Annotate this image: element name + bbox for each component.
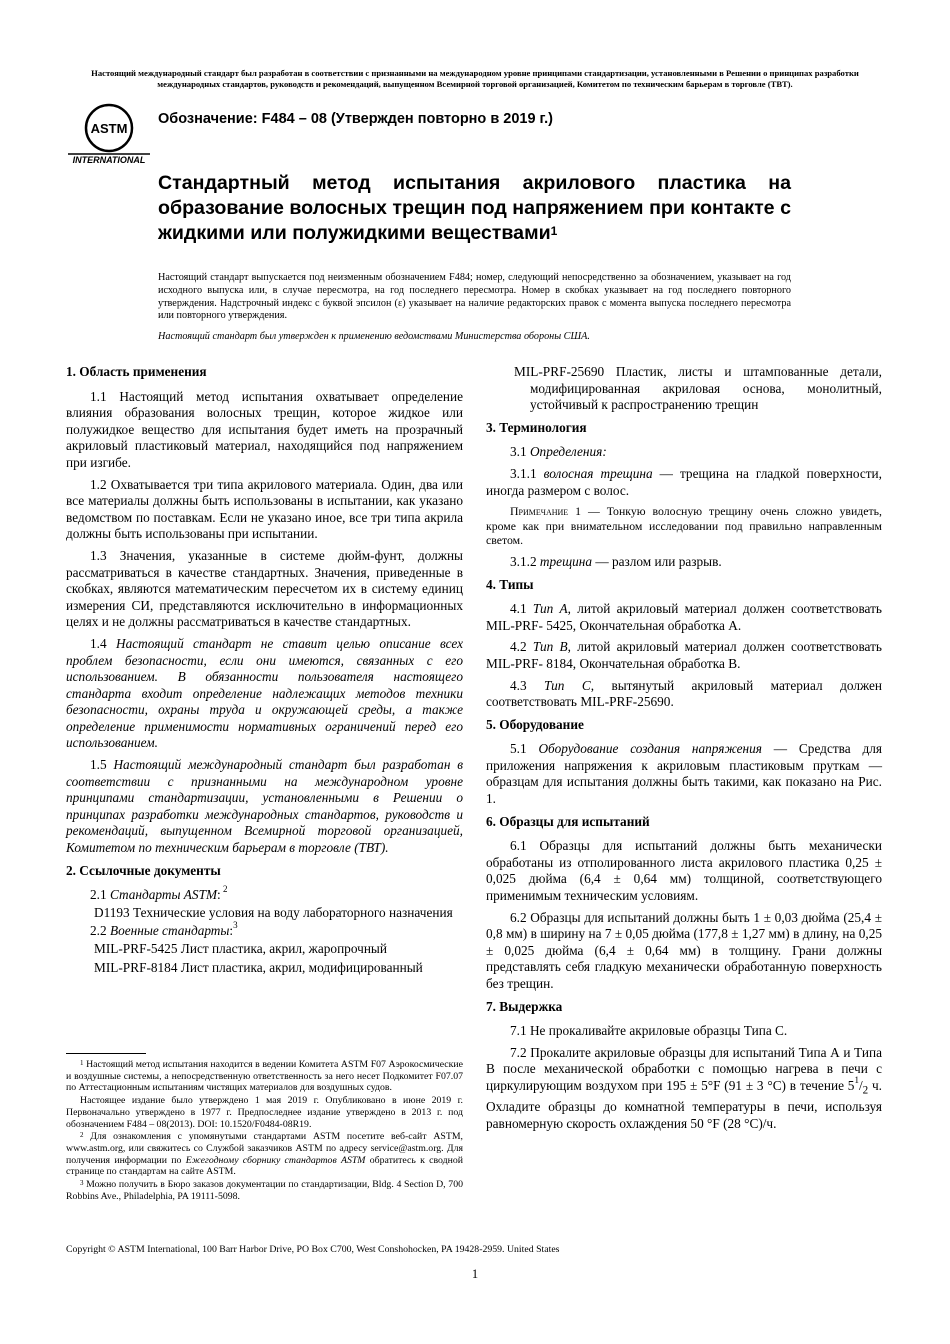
para-7-2-text-a: 7.2 Прокалите акриловые образцы для испытаний Типа А и Типа В после механической обработки с помощью нагрева в печи с циркулирующим воздухом при 195 ± 5°F (91 ± 3 °C) в течение 5 bbox=[486, 1044, 882, 1093]
fraction-slash: / bbox=[858, 1077, 863, 1093]
para-1-3: 1.3 Значения, указанные в системе дюйм-фунт, должны рассматриваться в качестве стандартных. Значения, приведенные в скобках, являются математическим пересчетом их в систему единиц измерения СИ, представляются исключительно в информационных целях и не должны рассматриваться в качестве стандартных. bbox=[66, 547, 463, 630]
para-4-2 bbox=[486, 639, 882, 672]
para-4-3 bbox=[486, 678, 882, 711]
para-1-4-num: 1.4 bbox=[90, 635, 116, 651]
section-5-heading: 5. Оборудование bbox=[486, 716, 584, 732]
right-column bbox=[486, 364, 882, 1137]
left-column bbox=[66, 364, 463, 978]
para-1-5-text: Настоящий международный стандарт был разработан в соответствии с признанными на международном уровне принципами стандартизации, установленными в Решении о принципах разработки международных стандартов, руководств и рекомендаций, выпущенном Всемирной торговой организацией, Комитетом по техническим барьерам в торговле (ТВТ). bbox=[66, 757, 463, 856]
para-6-1: 6.1 Образцы для испытаний должны быть механически обработаны из отполированного листа акрилового пластика 0,25 ± 0,025 дюйма (6,4 ± 0,64 мм) толщиной, соответствующего применимым техническим условиям. bbox=[486, 838, 882, 904]
para-2-1-label: Стандарты ASTM bbox=[109, 887, 218, 903]
page-number: 1 bbox=[471, 1267, 479, 1281]
para-6-2: 6.2 Образцы для испытаний должны быть 1 ± 0,03 дюйма (25,4 ± 0,8 мм) в ширину на 7 ± 0,05 дюйма (177,8 ± 1,27 мм) в длину, на 0,25 ± 0,025 дюйма (6,4 ± 0,64 мм) в толщину. Грани должны представлять себя гладкую механически обработанную поверхность без трещин. bbox=[486, 909, 882, 991]
fraction-numerator: 1 bbox=[854, 1074, 859, 1085]
para-2-1 bbox=[90, 884, 463, 904]
para-4-1-text: , литой акриловый материал должен соответствовать MIL-PRF- 5425, Окончательная обработка А. bbox=[486, 601, 882, 633]
header-notice: Настоящий международный стандарт был разработан в соответствии с признанными на международном уровне принципами стандартизации, установленными в Решении о принципах разработки международных стандартов, руководств и рекомендаций, выпущенном Всемирной торговой организацией, Комитетом по техническим барьерам в торговле (ТВТ). bbox=[91, 68, 859, 89]
para-3-1 bbox=[486, 444, 882, 461]
title-footnote-mark: 1 bbox=[550, 224, 558, 238]
para-1-4 bbox=[66, 636, 463, 752]
type-b-term: Тип B bbox=[532, 639, 568, 655]
term-crack: трещина bbox=[539, 553, 593, 569]
footnote-2 bbox=[66, 1131, 463, 1178]
para-4-3-text: , вытянутый акриловый материал должен соответствовать MIL-PRF-25690. bbox=[486, 677, 882, 710]
para-4-2-num: 4.2 bbox=[510, 639, 533, 655]
logo-letters: ASTM bbox=[90, 121, 128, 136]
para-5-1-text: — Средства для приложения напряжения к акриловым пластиковым пруткам — образцам для испытания должны быть такими, как показано на Рис. 1. bbox=[486, 741, 882, 807]
section-1-heading: 1. Область применения bbox=[66, 364, 207, 379]
para-2-1-colon: : bbox=[217, 887, 221, 903]
section-2-heading: 2. Ссылочные документы bbox=[66, 862, 221, 878]
intro bbox=[158, 272, 791, 344]
footnote-3 bbox=[66, 1179, 463, 1202]
para-3-1-2 bbox=[486, 554, 882, 571]
ref-mil-5425: MIL-PRF-5425 Лист пластика, акрил, жаропрочный bbox=[94, 941, 387, 956]
stressing-fixture-term: Оборудование создания напряжения bbox=[538, 741, 762, 757]
para-5-1 bbox=[486, 741, 882, 807]
intro-approved: Настоящий стандарт был утвержден к применению ведомствами Министерства обороны США. bbox=[158, 331, 590, 343]
logo-international: INTERNATIONAL bbox=[72, 155, 146, 165]
para-1-4-text: Настоящий стандарт не ставит целью описание всех проблем безопасности, если они имеются, связанных с его использованием. В обязанности пользователя настоящего стандарта входит определение надлежащих методов техники безопасности, охраны труда и окружающей среды, а также определение применимости нормативных ограничений перед его использованием. bbox=[66, 635, 463, 751]
para-3-1-1-num: 3.1.1 bbox=[510, 465, 544, 481]
footnote-2-italic: Ежегодному сборнику стандартов ASTM bbox=[185, 1154, 366, 1166]
type-c-term: Тип C bbox=[544, 677, 591, 693]
para-3-1-2-text: — разлом или разрыв. bbox=[592, 553, 722, 569]
fraction-denominator: 2 bbox=[862, 1084, 869, 1097]
para-1-2: 1.2 Охватывается три типа акрилового материала. Один, два или все материалы должны быть использованы в испытании, как указано ведомством по поставкам. Если не указано иное, все три типа акрила должны быть использованы при испытании. bbox=[66, 476, 463, 542]
para-4-2-text: , литой акриловый материал должен соответствовать MIL-PRF- 8184, Окончательная обработка B. bbox=[486, 639, 882, 671]
footnote-3-text: Можно получить в Бюро заказов документации по стандартизации, Bldg. 4 Section D, 700 Robbins Ave., Philadelphia, PA 19111-5098. bbox=[66, 1179, 463, 1202]
para-1-5 bbox=[66, 757, 463, 857]
type-a-term: Тип A bbox=[532, 601, 568, 617]
term-crazing: волосная трещина bbox=[543, 465, 653, 481]
footnote-1-text: Настоящий метод испытания находится в ведении Комитета ASTM F07 Аэрокосмические и воздушные системы, а непосредственную ответственность за него несет Подкомитет F07.07 по Аттестационным испытаниям чистящих материалов для воздушных судов. bbox=[66, 1059, 463, 1094]
para-2-2-label: Военные стандарты bbox=[109, 923, 230, 939]
para-7-2-text-b: ч. Охладите образцы до комнатной температуры в печи, используя равномерную скорость охлаждения 50 °F (28 °C)/ч. bbox=[486, 1077, 883, 1131]
para-1-5-num: 1.5 bbox=[90, 757, 114, 773]
note-1-label: Примечание 1 bbox=[510, 504, 582, 519]
note-1-text: — Тонкую волосную трещину очень сложно увидеть, кроме как при внимательном исследовании под правильно направленным светом. bbox=[486, 504, 882, 548]
section-3-heading: 3. Терминология bbox=[486, 419, 587, 435]
footnote-2-mark: 2 bbox=[80, 1131, 84, 1140]
ref-mil-25690: MIL-PRF-25690 Пластик, листы и штампованные детали, модифицированная акриловая основа, монолитный, устойчивый к распространению трещин bbox=[514, 364, 882, 413]
para-2-1-sup: 2 bbox=[220, 884, 228, 895]
footnote-2-text-a: Для ознакомления с упомянутыми стандартами ASTM посетите веб-сайт ASTM, www.astm.org, или свяжитесь со Службой заказчиков ASTM по адресу service@astm.org. Для получения информации по bbox=[66, 1131, 463, 1166]
ref-mil-8184: MIL-PRF-8184 Лист пластика, акрил, модифицированный bbox=[94, 959, 423, 975]
para-2-2-sup: 3 bbox=[233, 920, 238, 931]
intro-text: Настоящий стандарт выпускается под неизменным обозначением F484; номер, следующий непосредственно за обозначением, указывает на год исходного выпуска или, в случае пересмотра, на год последнего пересмотра. Номер в скобках указывает на год последнего повторного утверждения. Надстрочный индекс с буквой эпсилон (ε) указывает на наличие редакторских правок с момента выпуска последнего пересмотра или повторного утверждения. bbox=[158, 272, 791, 322]
footnote-rule bbox=[66, 1053, 146, 1054]
footnote-1b: Настоящее издание было утверждено 1 мая 2019 г. Опубликовано в июне 2019 г. Первоначально утверждено в 1977 г. Предпоследнее издание утверждено в 2013 г. под обозначением F484 – 08(2013). DOI: 10.1520/F0484-08R19. bbox=[66, 1095, 463, 1130]
para-3-1-1 bbox=[486, 466, 882, 499]
para-3-1-2-num: 3.1.2 bbox=[510, 553, 540, 569]
para-4-3-num: 4.3 bbox=[510, 677, 545, 693]
para-7-2 bbox=[486, 1045, 882, 1133]
para-2-2 bbox=[90, 920, 463, 940]
title-text: Стандартный метод испытания акрилового пластика на образование волосных трещин под напряжением при контакте с жидкими или полужидкими веществами bbox=[158, 172, 791, 244]
para-4-1 bbox=[486, 601, 882, 634]
designation: Обозначение: F484 – 08 (Утвержден повторно в 2019 г.) bbox=[158, 111, 553, 127]
astm-logo-icon bbox=[66, 100, 152, 166]
para-2-1-num: 2.1 bbox=[90, 887, 110, 903]
para-2-2-colon: : bbox=[229, 923, 234, 939]
footnote-2-text-b: обратитесь к сводной странице по стандартам на сайте ASTM. bbox=[66, 1154, 463, 1178]
para-3-1-text: Определения: bbox=[529, 444, 607, 460]
section-7-heading: 7. Выдержка bbox=[486, 998, 563, 1014]
para-3-1-1-text: — трещина на гладкой поверхности, иногда размером с волос. bbox=[486, 465, 882, 498]
section-6-heading: 6. Образцы для испытаний bbox=[486, 813, 650, 829]
para-2-2-num: 2.2 bbox=[90, 923, 110, 939]
para-4-1-num: 4.1 bbox=[510, 601, 533, 617]
copyright: Copyright © ASTM International, 100 Barr Harbor Drive, PO Box C700, West Conshohocken, PA 19428-2959. United States bbox=[66, 1244, 560, 1255]
astm-logo bbox=[66, 100, 152, 166]
footnotes bbox=[66, 1059, 463, 1203]
page-title bbox=[158, 171, 791, 246]
para-5-1-num: 5.1 bbox=[510, 741, 539, 757]
ref-d1193: D1193 Технические условия на воду лабораторного назначения bbox=[94, 904, 453, 920]
footnote-1-mark: 1 bbox=[80, 1059, 84, 1067]
note-1 bbox=[486, 504, 882, 548]
section-4-heading: 4. Типы bbox=[486, 576, 534, 592]
para-3-1-num: 3.1 bbox=[510, 444, 530, 460]
para-1-1: 1.1 Настоящий метод испытания охватывает определение влияния образования волосных трещин, которое жидкое или полужидкое вещество для испытания будет иметь на прозрачный акриловый пластиковый материал, находящийся под напряжением при изгибе. bbox=[66, 388, 463, 470]
footnote-1 bbox=[66, 1059, 463, 1094]
footnote-3-mark: 3 bbox=[80, 1179, 84, 1188]
para-7-1: 7.1 Не прокаливайте акриловые образцы Типа С. bbox=[510, 1023, 788, 1039]
